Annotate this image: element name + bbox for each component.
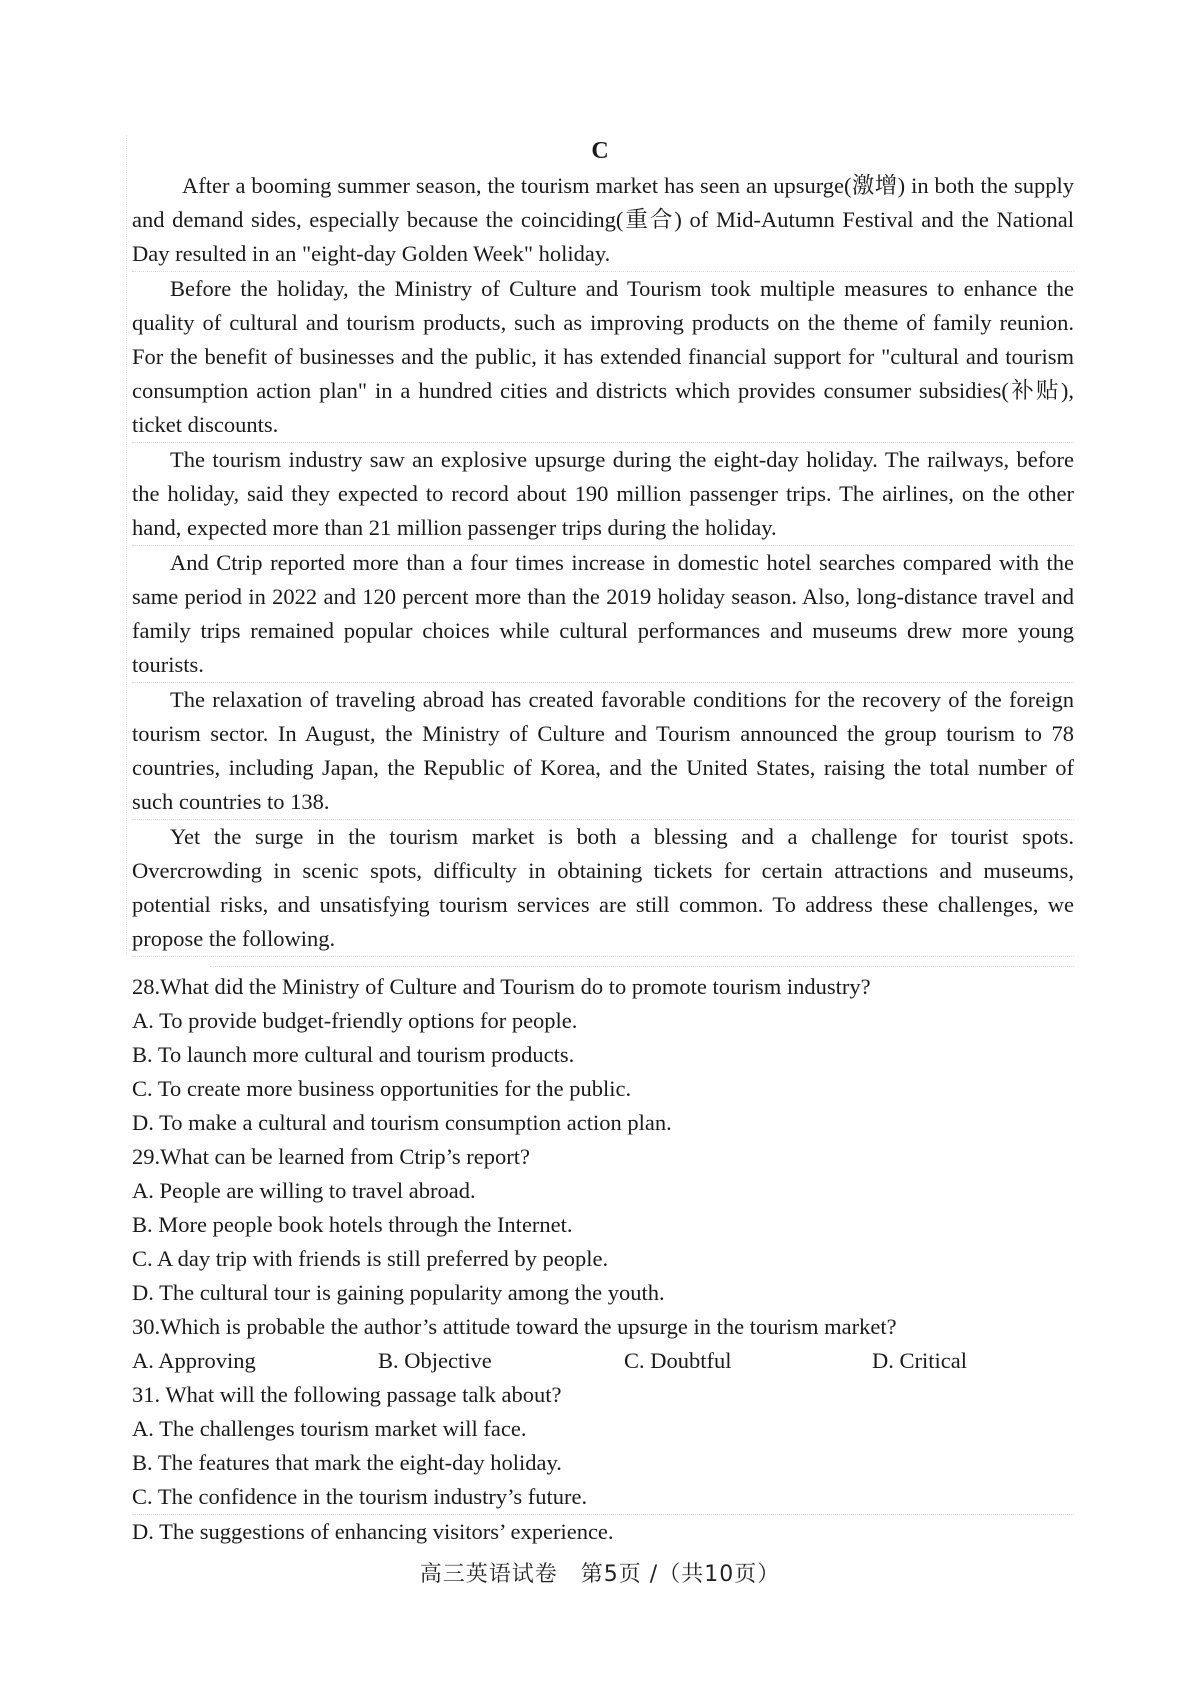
margin-guide [126,135,127,955]
question-29-option-d: D. The cultural tour is gaining popularity among the youth. [132,1280,665,1305]
question-29-option-b: B. More people book hotels through the Internet. [132,1212,573,1237]
question-31-option-a: A. The challenges tourism market will face. [132,1416,527,1441]
passage-paragraph-2: Before the holiday, the Ministry of Culture and Tourism took multiple measures to enhance the quality of cultural and tourism products, such as improving products on the theme of family reunion. For the benefit of businesses and the public, it has extended financial support for "cultural and tourism consumption action plan" in a hundred cities and districts which provides consumer subsidies(补贴), ticket discounts. [132,272,1074,443]
question-29-option-c: C. A day trip with friends is still preferred by people. [132,1246,609,1271]
question-30-options [132,1344,1074,1378]
passage-paragraph-1: After a booming summer season, the tourism market has seen an upsurge(激增) in both the supply and demand sides, especially because the coinciding(重合) of Mid-Autumn Festival and the National Day resulted in an "eight-day Golden Week" holiday. [132,169,1074,272]
question-30-stem: 30.Which is probable the author’s attitude toward the upsurge in the tourism market? [132,1314,897,1339]
question-list [132,970,1074,1549]
question-28-option-c: C. To create more business opportunities for the public. [132,1076,632,1101]
question-28-option-d: D. To make a cultural and tourism consumption action plan. [132,1110,672,1135]
question-30-option-a: A. Approving [132,1348,256,1373]
question-29-stem: 29.What can be learned from Ctrip’s report? [132,1144,530,1169]
question-31-stem: 31. What will the following passage talk about? [132,1382,562,1407]
question-28-stem: 28.What did the Ministry of Culture and Tourism do to promote tourism industry? [132,974,871,999]
question-28-option-a: A. To provide budget-friendly options for people. [132,1008,578,1033]
question-30-option-c: C. Doubtful [624,1348,732,1373]
section-divider [210,966,1074,967]
passage-paragraph-5: The relaxation of traveling abroad has created favorable conditions for the recovery of the foreign tourism sector. In August, the Ministry of Culture and Tourism announced the group tourism to 78 countries, including Japan, the Republic of Korea, and the United States, raising the total number of such countries to 138. [132,683,1074,820]
question-30-option-b: B. Objective [378,1348,492,1373]
passage-paragraph-4: And Ctrip reported more than a four times increase in domestic hotel searches compared with the same period in 2022 and 120 percent more than the 2019 holiday season. Also, long-distance travel and family trips remained popular choices while cultural performances and museums drew more young tourists. [132,546,1074,683]
passage-paragraph-6: Yet the surge in the tourism market is both a blessing and a challenge for tourist spots. Overcrowding in scenic spots, difficulty in obtaining tickets for certain attractions and museums, potential risks, and unsatisfying tourism services are still common. To address these challenges, we propose the following. [132,820,1074,957]
passage-paragraph-3: The tourism industry saw an explosive upsurge during the eight-day holiday. The railways, before the holiday, said they expected to record about 190 million passenger trips. The airlines, on the other hand, expected more than 21 million passenger trips during the holiday. [132,443,1074,546]
section-heading: C [591,138,609,164]
question-28-option-b: B. To launch more cultural and tourism products. [132,1042,575,1067]
question-29-option-a: A. People are willing to travel abroad. [132,1178,476,1203]
question-31-option-c: C. The confidence in the tourism industry’s future. [132,1484,588,1509]
question-30-option-d: D. Critical [872,1348,967,1373]
question-31-option-d: D. The suggestions of enhancing visitors’ experience. [132,1514,1074,1549]
reading-passage [132,169,1074,957]
question-31-option-b: B. The features that mark the eight-day holiday. [132,1450,562,1475]
page-footer: 高三英语试卷 第5页 /（共10页） [419,1562,781,1587]
